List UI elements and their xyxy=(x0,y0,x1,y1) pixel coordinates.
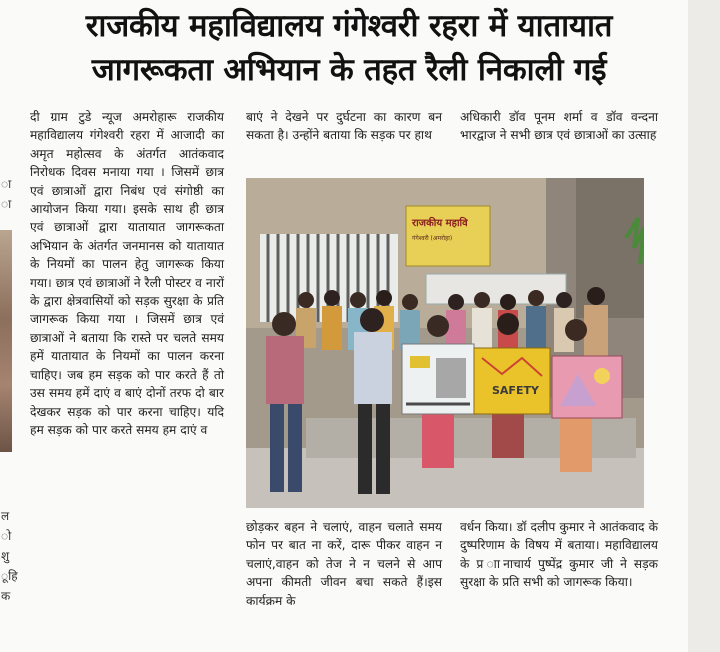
fragment-text: शु xyxy=(1,549,10,563)
rally-photo-illustration xyxy=(246,178,644,508)
headline xyxy=(30,4,668,92)
adjacent-article-fragment xyxy=(0,96,18,652)
fragment-text: ूहि xyxy=(1,569,18,583)
rally-photo xyxy=(246,178,644,508)
fragment-text: ो xyxy=(1,529,12,543)
fragment-text: ा xyxy=(1,177,12,191)
article-column-3-bottom xyxy=(460,518,658,592)
article-paragraph: अधिकारी डॉव पूनम शर्मा व डॉव वन्दना भारद्वाज ने सभी छात्र एवं छात्राओं का उत्साह xyxy=(460,110,658,143)
article-paragraph: छोड़कर बहन ने चलाएं, वाहन चलाते समय फोन पर बात ना करें, दारू पीकर वाहन न चलाएं,वाहन को तेज ने न चलने से आप अपना कीमती जीवन बचा सकते हैं।इस कार्यक्रम के xyxy=(246,520,442,608)
headline-line-2: जागरूकता अभियान के तहत रैली निकाली गई xyxy=(91,52,607,88)
article-paragraph: वर्धन किया। डॉ दलीप कुमार ने आतंकवाद के दुष्परिणाम के विषय में बताया। महाविद्यालय के प्र ाानाचार्य पुष्पेंद्र कुमार जी ने सड़क सुरक्षा के प्रति सभी को जागरूक किया। xyxy=(460,520,658,590)
banner-subtext: गंगेश्वरी (अमरोहा) xyxy=(412,235,453,242)
banner-text: राजकीय महावि xyxy=(412,218,468,229)
article-column-2-top xyxy=(246,108,442,145)
page-margin xyxy=(688,0,720,652)
article-paragraph: बाएं ने देखने पर दुर्घटना का कारण बन सकता है। उन्होंने बताया कि सड़क पर हाथ xyxy=(246,110,442,143)
article-column-3-top xyxy=(460,108,658,145)
fragment-text: ल xyxy=(1,509,10,523)
article-column-1 xyxy=(30,108,224,439)
headline-line-1: राजकीय महाविद्यालय गंगेश्वरी रहरा में यातायात xyxy=(85,8,613,44)
fragment-text: क xyxy=(1,589,11,603)
article-paragraph: दी ग्राम टुडे न्यूज अमरोहारू राजकीय महाविद्यालय गंगेश्वरी रहरा में आजादी का अमृत महोत्सव के अंतर्गत आतंकवाद निरोधक दिवस मनाया गया । जिसमें छात्र एवं छात्राओं द्वारा निबंध एवं संगोष्ठी का आयोजन किया गया। इसके साथ ही छात्र एवं छात्राओं द्वारा यातायात जागरूकता अभियान के अंतर्गत जनमानस को यातायात के नियमों का पालन हेतु जागरूक किया गया। छात्र एवं छात्राओं ने रैली पोस्टर व नारों के द्वारा क्षेत्रवासियों को सड़क सुरक्षा के प्रति जागरूक किया गया । जिसमें छात्र एवं छात्राओं ने बताया कि रास्ते पर चलते समय हमें यातायात के नियमों का पालन करना चाहिए। जब हम सड़क को पार करते हैं तो उस समय हमें दाएं व बाएं दोनों तरफ दो बार देखकर सड़क को पार करना चाहिए। यदि हम सड़क को पार करते समय हम दाएं व xyxy=(30,110,224,437)
adjacent-photo-fragment xyxy=(0,230,12,452)
article-column-2-bottom xyxy=(246,518,442,610)
poster-word: SAFETY xyxy=(492,384,539,397)
fragment-text: ा xyxy=(1,197,12,211)
